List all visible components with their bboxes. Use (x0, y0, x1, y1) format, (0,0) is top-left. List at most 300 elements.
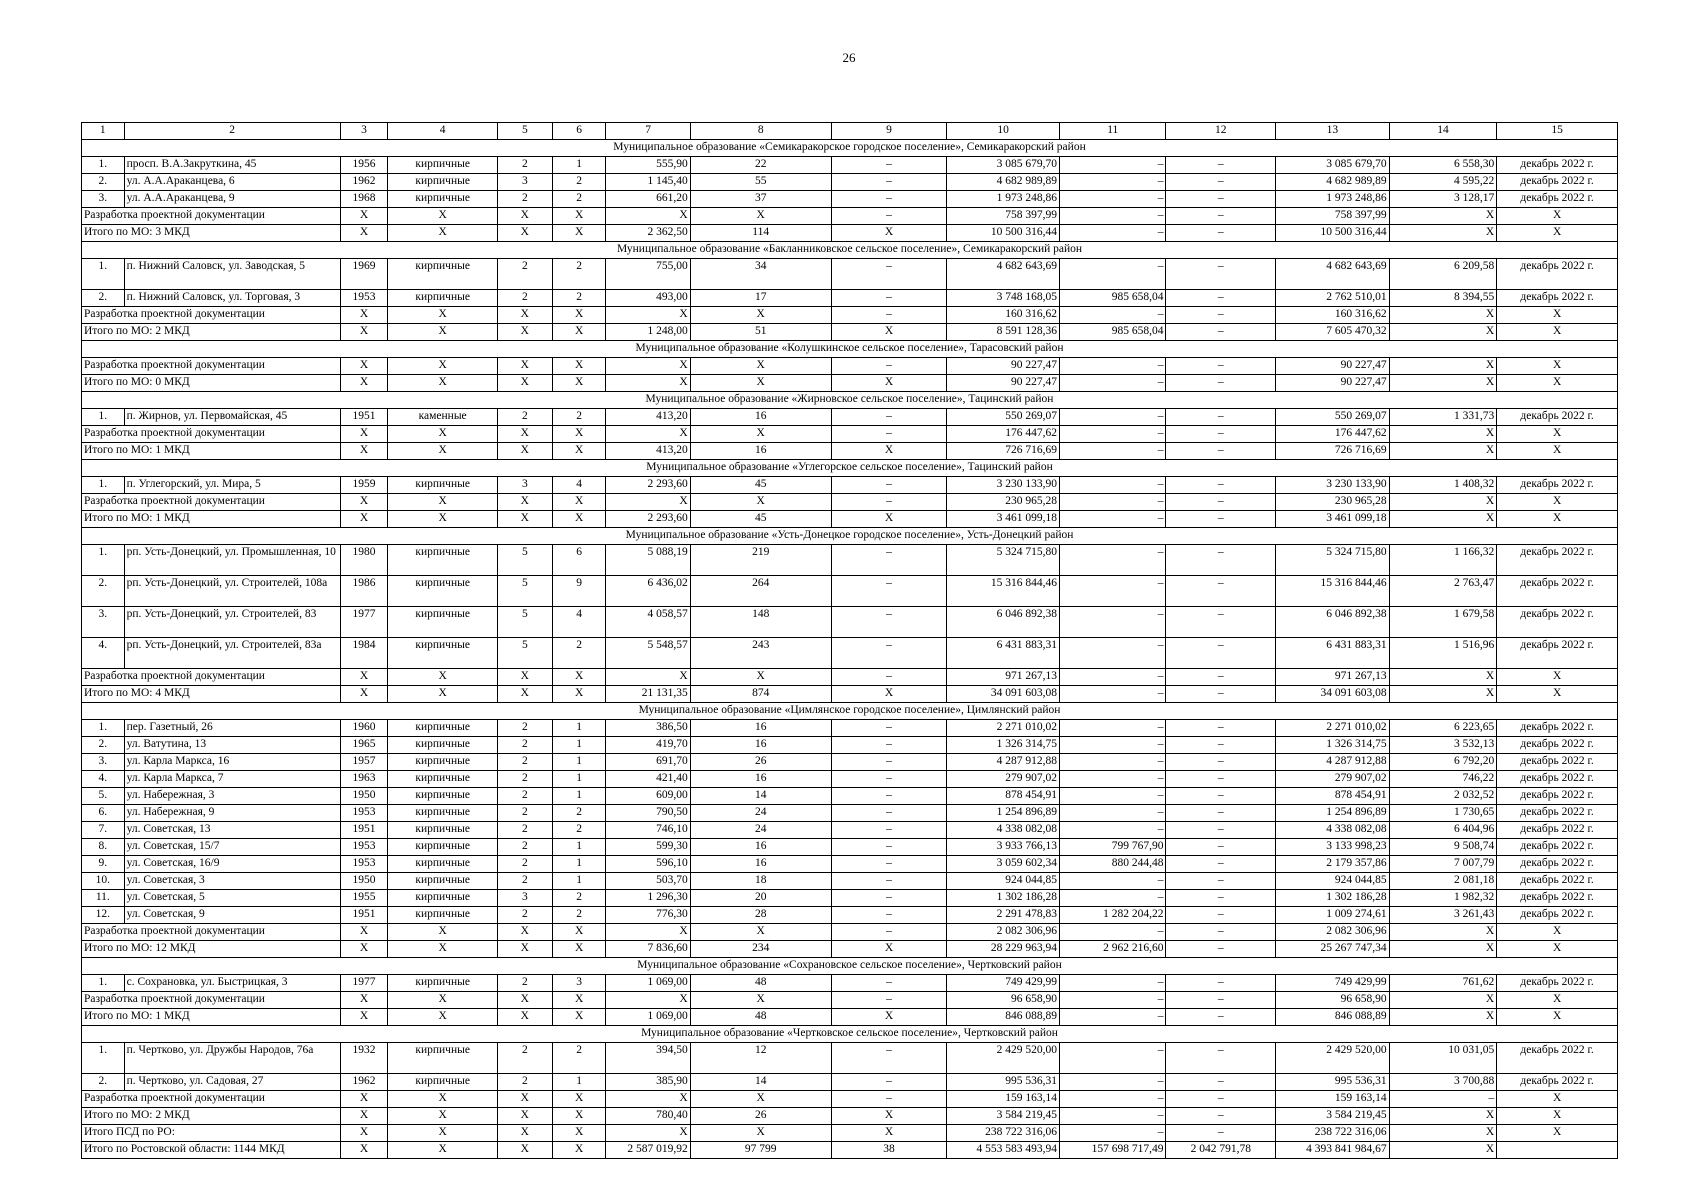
table-cell: 3 (497, 477, 552, 494)
table-cell: X (497, 1142, 552, 1159)
table-cell: рп. Усть-Донецкий, ул. Строителей, 108а (124, 576, 340, 607)
table-cell: 1969 (340, 259, 388, 290)
column-number-cell: 1 (82, 123, 125, 140)
table-cell: Итого по МО: 4 МКД (82, 686, 341, 703)
table-cell: кирпичные (388, 191, 498, 208)
table-cell: декабрь 2022 г. (1497, 771, 1618, 788)
table-cell: 758 397,99 (1276, 208, 1390, 225)
table-cell: 1. (82, 477, 125, 494)
table-cell: 1 (552, 754, 606, 771)
table-cell: X (1497, 1108, 1618, 1125)
table-cell: 9. (82, 856, 125, 873)
table-cell: 159 163,14 (947, 1091, 1060, 1108)
municipality-title: Муниципальное образование «Жирновское сельское поселение», Тацинский район (82, 392, 1618, 409)
table-cell: 48 (690, 1009, 831, 1026)
building-row (82, 890, 1618, 907)
table-cell: кирпичные (388, 1043, 498, 1074)
table-cell: 4 682 643,69 (947, 259, 1060, 290)
table-cell: 2 271 010,02 (1276, 720, 1390, 737)
table-cell: 1963 (340, 771, 388, 788)
table-cell: 2 (552, 409, 606, 426)
table-cell: Разработка проектной документации (82, 494, 341, 511)
table-cell: 6 431 883,31 (1276, 638, 1390, 669)
table-cell: Итого по МО: 0 МКД (82, 375, 341, 392)
table-cell: – (1166, 686, 1276, 703)
table-cell: кирпичные (388, 822, 498, 839)
table-cell: X (606, 992, 690, 1009)
column-number-cell: 3 (340, 123, 388, 140)
table-cell: – (1166, 174, 1276, 191)
table-cell: 9 508,74 (1389, 839, 1497, 856)
table-cell: 599,30 (606, 839, 690, 856)
table-cell: 2 (497, 754, 552, 771)
table-cell: 780,40 (606, 1108, 690, 1125)
table-cell: X (497, 1108, 552, 1125)
table-cell: X (340, 1009, 388, 1026)
table-cell: 1 (552, 1074, 606, 1091)
table-cell: – (1059, 890, 1166, 907)
table-cell: ул. Советская, 5 (124, 890, 340, 907)
table-cell: – (1059, 358, 1166, 375)
table-cell: X (552, 669, 606, 686)
table-cell: 749 429,99 (947, 975, 1060, 992)
table-cell: 34 091 603,08 (1276, 686, 1390, 703)
table-cell: – (1059, 174, 1166, 191)
table-cell: 1951 (340, 907, 388, 924)
table-cell: 1953 (340, 856, 388, 873)
table-cell: 264 (690, 576, 831, 607)
table-cell: – (1059, 1108, 1166, 1125)
table-cell: 5 (497, 638, 552, 669)
table-cell: 1951 (340, 409, 388, 426)
table-cell: X (552, 941, 606, 958)
table-cell: X (340, 1108, 388, 1125)
table-cell: 8. (82, 839, 125, 856)
table-cell: 279 907,02 (1276, 771, 1390, 788)
table-cell: декабрь 2022 г. (1497, 839, 1618, 856)
table-cell: – (1166, 191, 1276, 208)
table-cell: – (1059, 788, 1166, 805)
table-cell: декабрь 2022 г. (1497, 754, 1618, 771)
table-cell: X (1497, 426, 1618, 443)
table-cell: X (497, 1009, 552, 1026)
table-cell: 230 965,28 (1276, 494, 1390, 511)
table-cell: 2 (552, 822, 606, 839)
table-cell: X (831, 1125, 947, 1142)
table-cell: – (1166, 375, 1276, 392)
table-cell: 1960 (340, 720, 388, 737)
table-cell: 1 (552, 771, 606, 788)
table-cell: – (1059, 873, 1166, 890)
column-number-cell: 2 (124, 123, 340, 140)
table-cell: 2 587 019,92 (606, 1142, 690, 1159)
table-cell: – (1059, 1091, 1166, 1108)
table-cell: 1 (552, 737, 606, 754)
table-cell: 2 (497, 822, 552, 839)
table-cell: X (340, 1091, 388, 1108)
table-cell: декабрь 2022 г. (1497, 737, 1618, 754)
table-cell: декабрь 2022 г. (1497, 720, 1618, 737)
municipality-title: Муниципальное образование «Колушкинское сельское поселение», Тарасовский район (82, 341, 1618, 358)
table-cell: 3 059 602,34 (947, 856, 1060, 873)
table-cell: декабрь 2022 г. (1497, 890, 1618, 907)
table-cell: X (606, 494, 690, 511)
table-cell: 2 (497, 856, 552, 873)
table-cell: 8 591 128,36 (947, 324, 1060, 341)
table-cell: рп. Усть-Донецкий, ул. Строителей, 83а (124, 638, 340, 669)
building-row (82, 259, 1618, 290)
table-cell: X (552, 443, 606, 460)
table-cell: 385,90 (606, 1074, 690, 1091)
table-cell: 3. (82, 191, 125, 208)
table-cell: – (1166, 873, 1276, 890)
table-cell: 1 069,00 (606, 975, 690, 992)
table-cell: – (1166, 607, 1276, 638)
table-cell: 90 227,47 (1276, 358, 1390, 375)
table-cell: 5 324 715,80 (1276, 545, 1390, 576)
table-cell: – (1166, 477, 1276, 494)
summary-row (82, 375, 1618, 392)
table-cell: Разработка проектной документации (82, 1091, 341, 1108)
table-cell: 5 (497, 607, 552, 638)
table-cell: 1. (82, 720, 125, 737)
table-cell: Разработка проектной документации (82, 924, 341, 941)
table-cell: – (831, 1074, 947, 1091)
building-row (82, 191, 1618, 208)
table-cell: – (1059, 924, 1166, 941)
table-cell: X (497, 1125, 552, 1142)
table-cell: – (1166, 890, 1276, 907)
table-cell: 2 763,47 (1389, 576, 1497, 607)
table-cell: – (1166, 494, 1276, 511)
table-cell: кирпичные (388, 839, 498, 856)
table-cell: 4 (552, 477, 606, 494)
table-cell: ул. Карла Маркса, 7 (124, 771, 340, 788)
table-cell: – (1059, 992, 1166, 1009)
table-cell: X (388, 1009, 498, 1026)
table-cell: кирпичные (388, 720, 498, 737)
table-cell: 4 682 989,89 (1276, 174, 1390, 191)
table-cell: – (831, 669, 947, 686)
table-cell: 238 722 316,06 (947, 1125, 1060, 1142)
table-cell: ул. Набережная, 3 (124, 788, 340, 805)
table-cell: 45 (690, 477, 831, 494)
page-number: 26 (842, 50, 856, 65)
table-cell: 38 (831, 1142, 947, 1159)
table-cell: – (831, 856, 947, 873)
summary-row (82, 686, 1618, 703)
table-cell: – (1166, 1043, 1276, 1074)
table-cell: X (388, 1125, 498, 1142)
table-cell: 26 (690, 754, 831, 771)
table-cell: – (1166, 638, 1276, 669)
table-cell: – (1059, 307, 1166, 324)
table-cell: 14 (690, 788, 831, 805)
table-cell: X (606, 375, 690, 392)
table-cell: 1 282 204,22 (1059, 907, 1166, 924)
table-cell: 48 (690, 975, 831, 992)
table-cell: X (340, 307, 388, 324)
table-cell: X (497, 324, 552, 341)
table-cell: 12. (82, 907, 125, 924)
table-cell: – (1166, 225, 1276, 242)
table-cell: – (831, 494, 947, 511)
table-cell: X (831, 324, 947, 341)
table-cell: X (552, 1125, 606, 1142)
table-cell: X (1389, 511, 1497, 528)
table-cell: – (1059, 375, 1166, 392)
table-cell: 726 716,69 (1276, 443, 1390, 460)
table-cell: – (1166, 259, 1276, 290)
table-cell: 419,70 (606, 737, 690, 754)
table-cell: 1 326 314,75 (1276, 737, 1390, 754)
table-cell: X (340, 686, 388, 703)
table-cell: Итого по МО: 1 МКД (82, 443, 341, 460)
table-cell: 90 227,47 (947, 358, 1060, 375)
table-cell: 1 730,65 (1389, 805, 1497, 822)
table-cell: 421,40 (606, 771, 690, 788)
building-row (82, 409, 1618, 426)
table-cell: 160 316,62 (947, 307, 1060, 324)
table-cell: 1984 (340, 638, 388, 669)
table-cell: 1955 (340, 890, 388, 907)
table-cell: 1 982,32 (1389, 890, 1497, 907)
table-cell: 2 (497, 191, 552, 208)
table-cell (1497, 1142, 1618, 1159)
table-cell: 4 338 082,08 (1276, 822, 1390, 839)
table-cell: X (606, 1125, 690, 1142)
building-row (82, 737, 1618, 754)
table-cell: 238 722 316,06 (1276, 1125, 1390, 1142)
table-cell: X (552, 1142, 606, 1159)
table-cell: 3 748 168,05 (947, 290, 1060, 307)
table-cell: 2. (82, 576, 125, 607)
table-cell: ул. Советская, 3 (124, 873, 340, 890)
municipality-title: Муниципальное образование «Бакланниковское сельское поселение», Семикаракорский район (82, 242, 1618, 259)
table-cell: Разработка проектной документации (82, 307, 341, 324)
table-cell: 2 429 520,00 (1276, 1043, 1390, 1074)
table-cell: Разработка проектной документации (82, 426, 341, 443)
table-cell: – (1059, 975, 1166, 992)
table-cell: с. Сохрановка, ул. Быстрицкая, 3 (124, 975, 340, 992)
table-cell: 4 (552, 607, 606, 638)
table-cell: X (388, 1142, 498, 1159)
table-cell: X (1497, 324, 1618, 341)
table-cell: 4. (82, 638, 125, 669)
table-cell: 5 (497, 545, 552, 576)
table-cell: – (1166, 992, 1276, 1009)
table-cell: 4 682 643,69 (1276, 259, 1390, 290)
table-cell: X (606, 426, 690, 443)
table-cell: 4 287 912,88 (1276, 754, 1390, 771)
table-cell: X (388, 941, 498, 958)
table-cell: – (1059, 805, 1166, 822)
table-cell: 2 (552, 191, 606, 208)
table-cell: X (831, 375, 947, 392)
table-cell: 16 (690, 409, 831, 426)
table-cell: X (690, 426, 831, 443)
table-cell: X (1389, 443, 1497, 460)
table-cell: 1. (82, 259, 125, 290)
table-cell: 16 (690, 737, 831, 754)
table-cell: – (1166, 290, 1276, 307)
table-cell: 1 069,00 (606, 1009, 690, 1026)
table-cell: Итого по МО: 2 МКД (82, 1108, 341, 1125)
table-cell: – (1166, 975, 1276, 992)
table-cell: декабрь 2022 г. (1497, 157, 1618, 174)
table-cell: 2 (497, 805, 552, 822)
table-cell: X (552, 426, 606, 443)
table-cell: декабрь 2022 г. (1497, 822, 1618, 839)
table-cell: кирпичные (388, 890, 498, 907)
building-row (82, 157, 1618, 174)
table-cell: 1 (552, 788, 606, 805)
table-cell: 14 (690, 1074, 831, 1091)
table-cell: – (1166, 426, 1276, 443)
table-cell: X (497, 686, 552, 703)
table-cell: 1 302 186,28 (1276, 890, 1390, 907)
table-cell: 55 (690, 174, 831, 191)
table-cell: X (1497, 307, 1618, 324)
table-cell: 3. (82, 754, 125, 771)
table-cell: X (1389, 225, 1497, 242)
table-cell: 7 836,60 (606, 941, 690, 958)
table-cell: 1 973 248,86 (1276, 191, 1390, 208)
table-cell: X (1389, 1108, 1497, 1125)
table-cell: X (388, 358, 498, 375)
table-cell: X (552, 324, 606, 341)
table-cell: кирпичные (388, 174, 498, 191)
table-cell: 550 269,07 (947, 409, 1060, 426)
table-cell: – (1059, 638, 1166, 669)
table-cell: декабрь 2022 г. (1497, 1043, 1618, 1074)
table-cell: X (1389, 208, 1497, 225)
table-cell: 2 (552, 290, 606, 307)
column-number-cell: 9 (831, 123, 947, 140)
table-cell: – (1059, 771, 1166, 788)
table-cell: 2 179 357,86 (1276, 856, 1390, 873)
table-cell: 1957 (340, 754, 388, 771)
table-cell: 2 (552, 1043, 606, 1074)
table-cell: 971 267,13 (947, 669, 1060, 686)
table-cell: 924 044,85 (1276, 873, 1390, 890)
table-cell: кирпичные (388, 975, 498, 992)
table-cell: 555,90 (606, 157, 690, 174)
table-cell: 24 (690, 822, 831, 839)
table-cell: X (497, 511, 552, 528)
table-cell: 1 (552, 856, 606, 873)
summary-row (82, 1108, 1618, 1125)
table-cell: ул. Советская, 15/7 (124, 839, 340, 856)
table-cell: 2 (497, 259, 552, 290)
table-cell: – (1166, 208, 1276, 225)
table-cell: X (340, 1142, 388, 1159)
table-cell: кирпичные (388, 545, 498, 576)
building-row (82, 638, 1618, 669)
municipality-header-row (82, 460, 1618, 477)
table-cell: X (1497, 686, 1618, 703)
summary-row (82, 324, 1618, 341)
table-cell: 761,62 (1389, 975, 1497, 992)
table-cell: X (606, 924, 690, 941)
table-cell: X (552, 1108, 606, 1125)
table-cell: 10 500 316,44 (947, 225, 1060, 242)
table-cell: 1968 (340, 191, 388, 208)
table-cell: 1 331,73 (1389, 409, 1497, 426)
table-cell: – (1166, 924, 1276, 941)
table-cell: 25 267 747,34 (1276, 941, 1390, 958)
table-cell: 880 244,48 (1059, 856, 1166, 873)
table-cell: X (1497, 669, 1618, 686)
table-cell: 2 (497, 873, 552, 890)
municipality-header-row (82, 528, 1618, 545)
table-cell: – (831, 805, 947, 822)
table-cell: 878 454,91 (947, 788, 1060, 805)
table-cell: 51 (690, 324, 831, 341)
table-cell: – (1166, 1091, 1276, 1108)
table-cell: п. Жирнов, ул. Первомайская, 45 (124, 409, 340, 426)
summary-row (82, 511, 1618, 528)
table-cell: – (1059, 1125, 1166, 1142)
column-number-cell: 14 (1389, 123, 1497, 140)
column-number-cell: 5 (497, 123, 552, 140)
building-row (82, 290, 1618, 307)
summary-row (82, 992, 1618, 1009)
table-cell: декабрь 2022 г. (1497, 191, 1618, 208)
table-cell: – (1059, 409, 1166, 426)
table-cell: X (340, 324, 388, 341)
table-cell: X (388, 208, 498, 225)
table-cell: X (388, 511, 498, 528)
building-row (82, 576, 1618, 607)
table-cell: 2 (497, 788, 552, 805)
building-row (82, 477, 1618, 494)
building-row (82, 907, 1618, 924)
table-cell: декабрь 2022 г. (1497, 290, 1618, 307)
table-cell: 924 044,85 (947, 873, 1060, 890)
table-cell: 176 447,62 (1276, 426, 1390, 443)
table-cell: 243 (690, 638, 831, 669)
table-cell: X (831, 1108, 947, 1125)
building-row (82, 754, 1618, 771)
table-cell: 96 658,90 (947, 992, 1060, 1009)
table-cell: X (340, 992, 388, 1009)
table-cell: 24 (690, 805, 831, 822)
table-cell: X (831, 941, 947, 958)
table-cell: X (1497, 992, 1618, 1009)
table-cell: Итого по МО: 1 МКД (82, 1009, 341, 1026)
table-cell: рп. Усть-Донецкий, ул. Промышленная, 10 (124, 545, 340, 576)
table-cell: ул. А.А.Араканцева, 9 (124, 191, 340, 208)
table-cell: 394,50 (606, 1043, 690, 1074)
table-cell: X (388, 375, 498, 392)
table-cell: 746,10 (606, 822, 690, 839)
table-cell: 1. (82, 545, 125, 576)
table-cell: X (1389, 941, 1497, 958)
table-cell: X (340, 924, 388, 941)
table-cell: X (1389, 1009, 1497, 1026)
summary-row (82, 669, 1618, 686)
table-cell: 985 658,04 (1059, 290, 1166, 307)
table-cell: X (552, 1091, 606, 1108)
table-cell: 2 (497, 771, 552, 788)
table-cell: 1977 (340, 607, 388, 638)
table-cell: – (1059, 511, 1166, 528)
table-cell: Разработка проектной документации (82, 992, 341, 1009)
table-cell: 34 091 603,08 (947, 686, 1060, 703)
table-cell: – (1059, 477, 1166, 494)
table-cell: X (1497, 511, 1618, 528)
